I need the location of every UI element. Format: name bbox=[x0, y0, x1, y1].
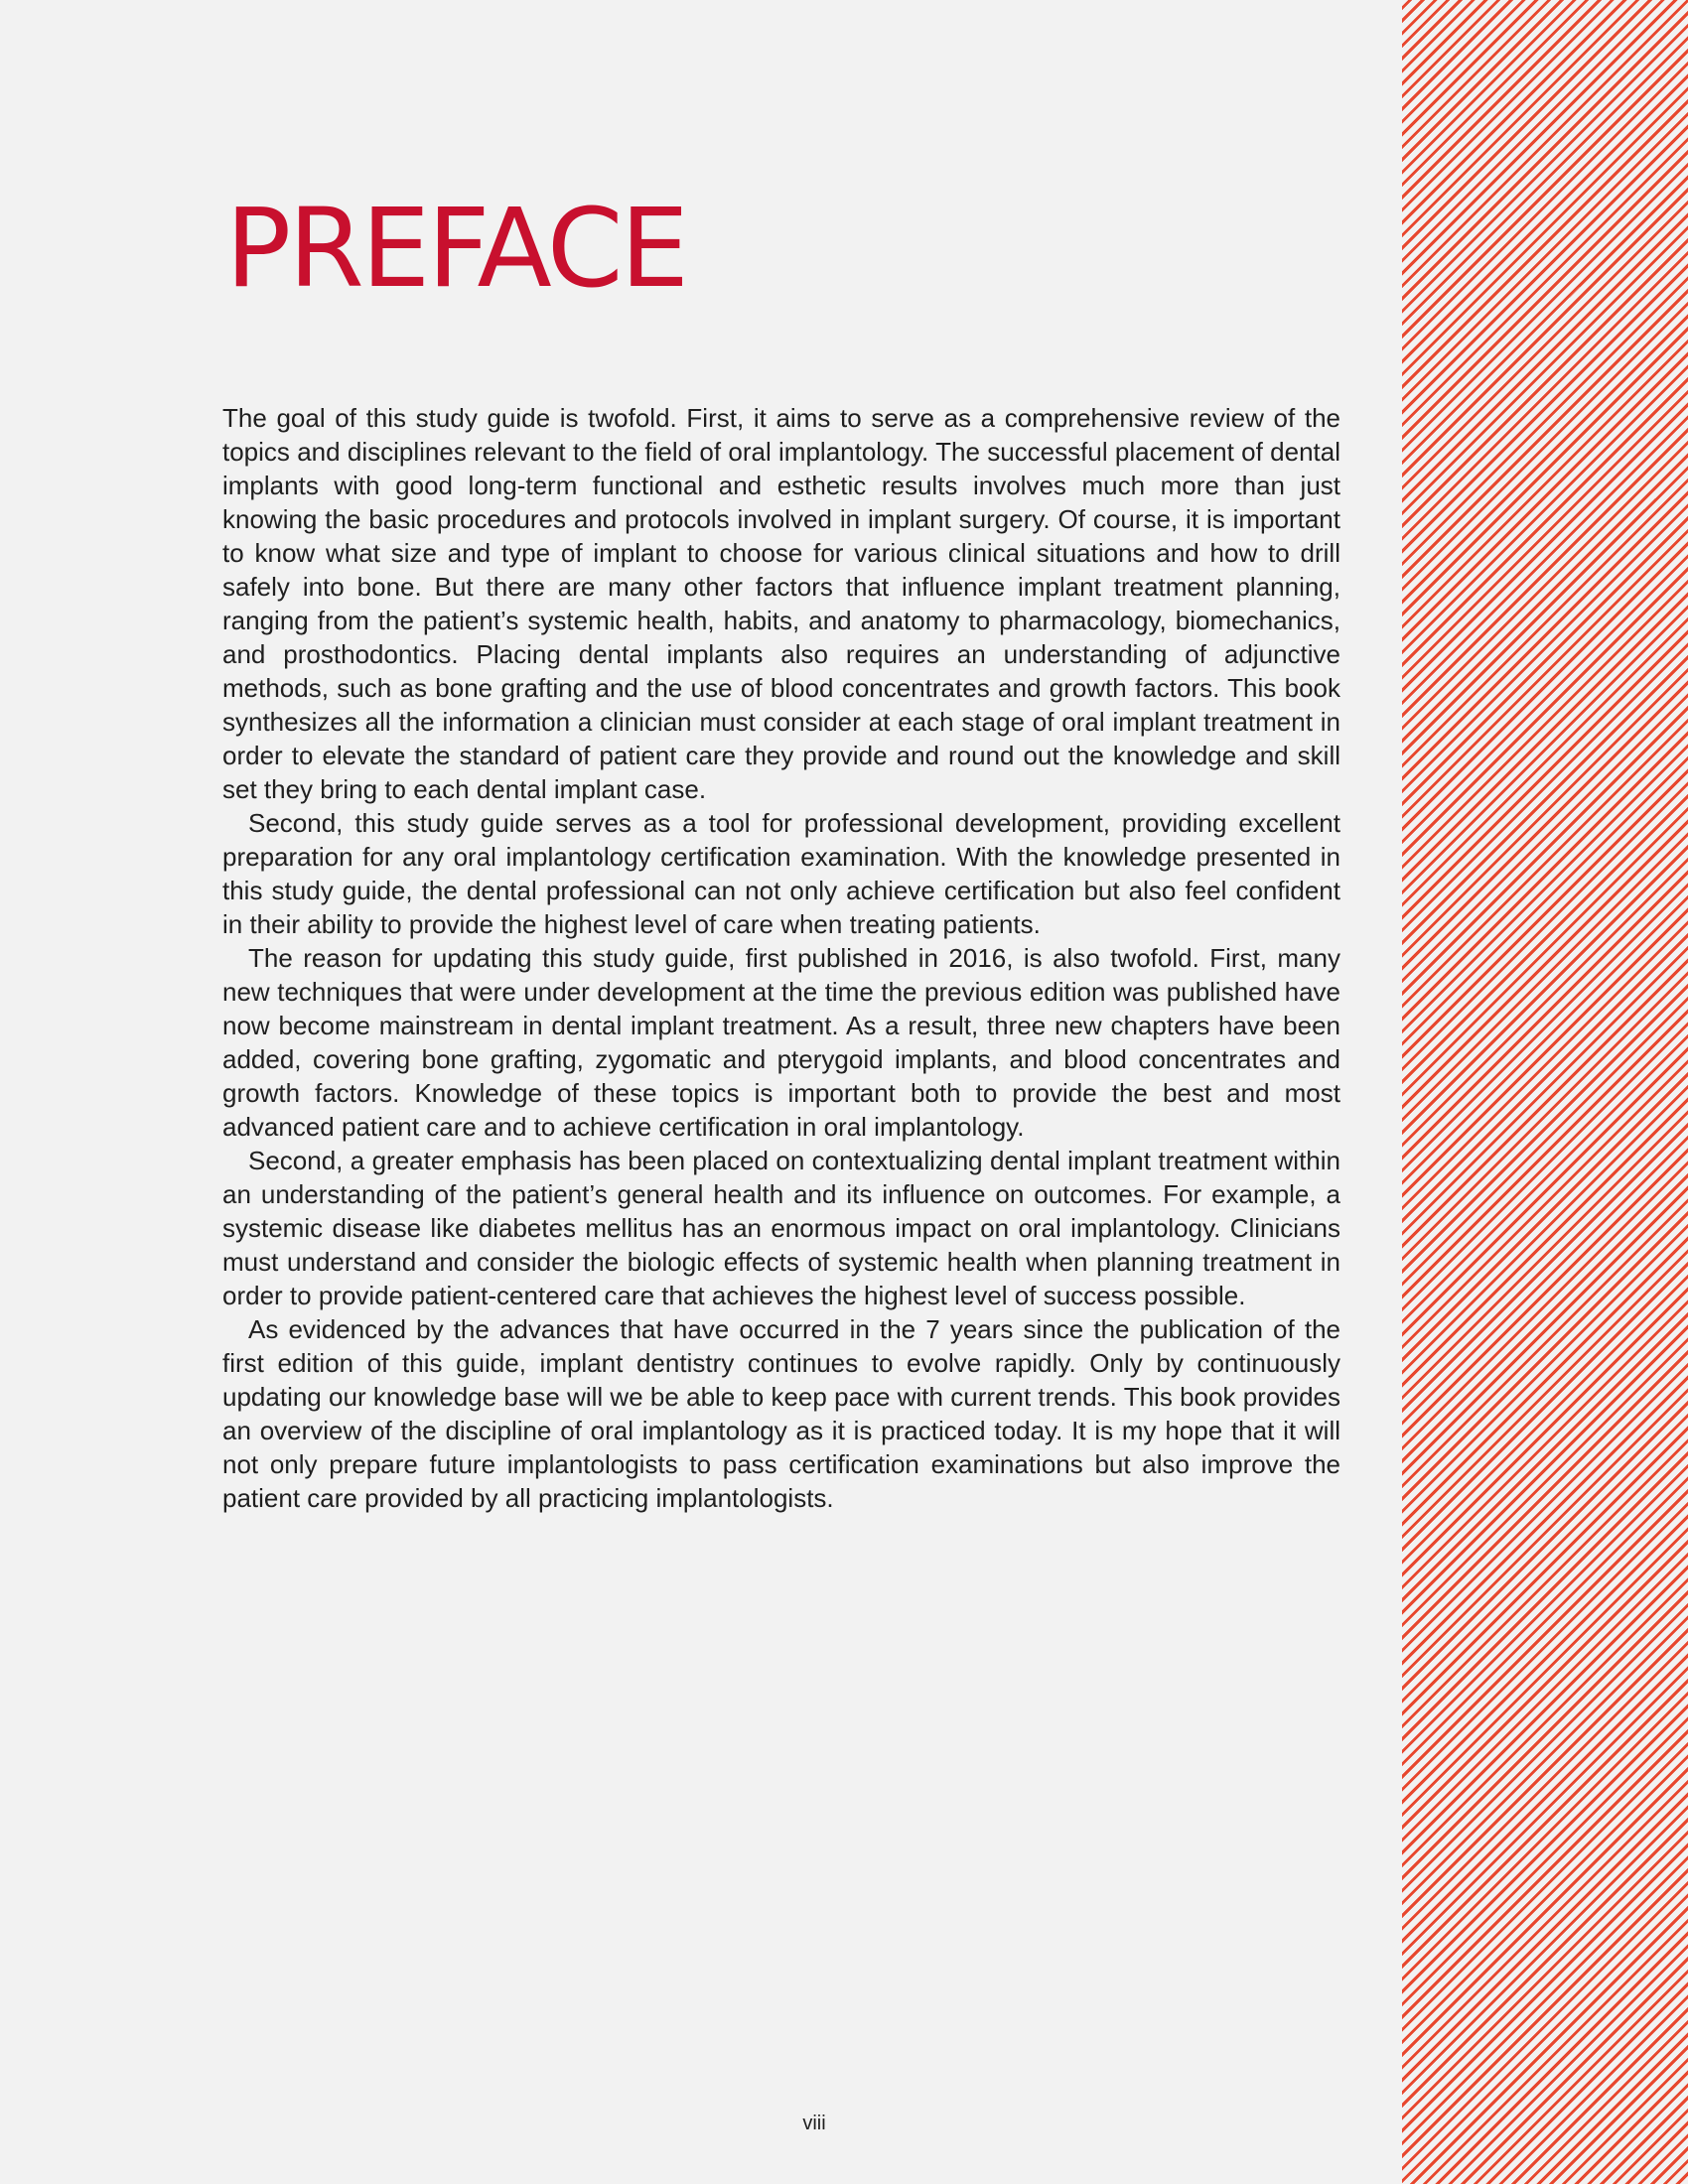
preface-body bbox=[222, 401, 1340, 1515]
page-number: viii bbox=[802, 2113, 826, 2134]
page-title: PREFACE bbox=[225, 185, 687, 312]
paragraph-1: The goal of this study guide is twofold. First, it aims to serve as a comprehensive review of the topics and disciplines relevant to the field of oral implantology. The successful placement of dental implants with good long-term functional and esthetic results involves much more than just knowing the basic procedures and protocols involved in implant surgery. Of course, it is important to know what size and type of implant to choose for various clinical situations and how to drill safely into bone. But there are many other factors that influence implant treatment planning, ranging from the patient’s systemic health, habits, and anatomy to pharmacology, biomechanics, and prosthodontics. Placing dental implants also requires an understanding of adjunctive methods, such as bone grafting and the use of blood concentrates and growth factors. This book synthesizes all the information a clinician must consider at each stage of oral implant treatment in order to elevate the standard of patient care they provide and round out the knowledge and skill set they bring to each dental implant case. bbox=[222, 403, 1340, 804]
paragraph-3: The reason for updating this study guide, first published in 2016, is also twofold. First, many new techniques that were under development at the time the previous edition was published have now become mainstream in dental implant treatment. As a result, three new chapters have been added, covering bone grafting, zygomatic and pterygoid implants, and blood concentrates and growth factors. Knowledge of these topics is important both to provide the best and most advanced patient care and to achieve certification in oral implantology. bbox=[222, 943, 1340, 1142]
decorative-stripe-band bbox=[1402, 0, 1688, 2184]
paragraph-5: As evidenced by the advances that have occurred in the 7 years since the publication of the first edition of this guide, implant dentistry continues to evolve rapidly. Only by continuously updating our knowledge base will we be able to keep pace with current trends. This book provides an overview of the discipline of oral implantology as it is practiced today. It is my hope that it will not only prepare future implantologists to pass certification examinations but also improve the patient care provided by all practicing implantologists. bbox=[222, 1314, 1340, 1513]
paragraph-4: Second, a greater emphasis has been placed on contextualizing dental implant treatment within an understanding of the patient’s general health and its influence on outcomes. For example, a systemic disease like diabetes mellitus has an enormous impact on oral implantology. Clinicians must understand and consider the biologic effects of systemic health when planning treatment in order to provide patient-centered care that achieves the highest level of success possible. bbox=[222, 1146, 1340, 1310]
paragraph-2: Second, this study guide serves as a tool for professional development, providing excellent preparation for any oral implantology certification examination. With the knowledge presented in this study guide, the dental professional can not only achieve certification but also feel confident in their ability to provide the highest level of care when treating patients. bbox=[222, 808, 1340, 939]
